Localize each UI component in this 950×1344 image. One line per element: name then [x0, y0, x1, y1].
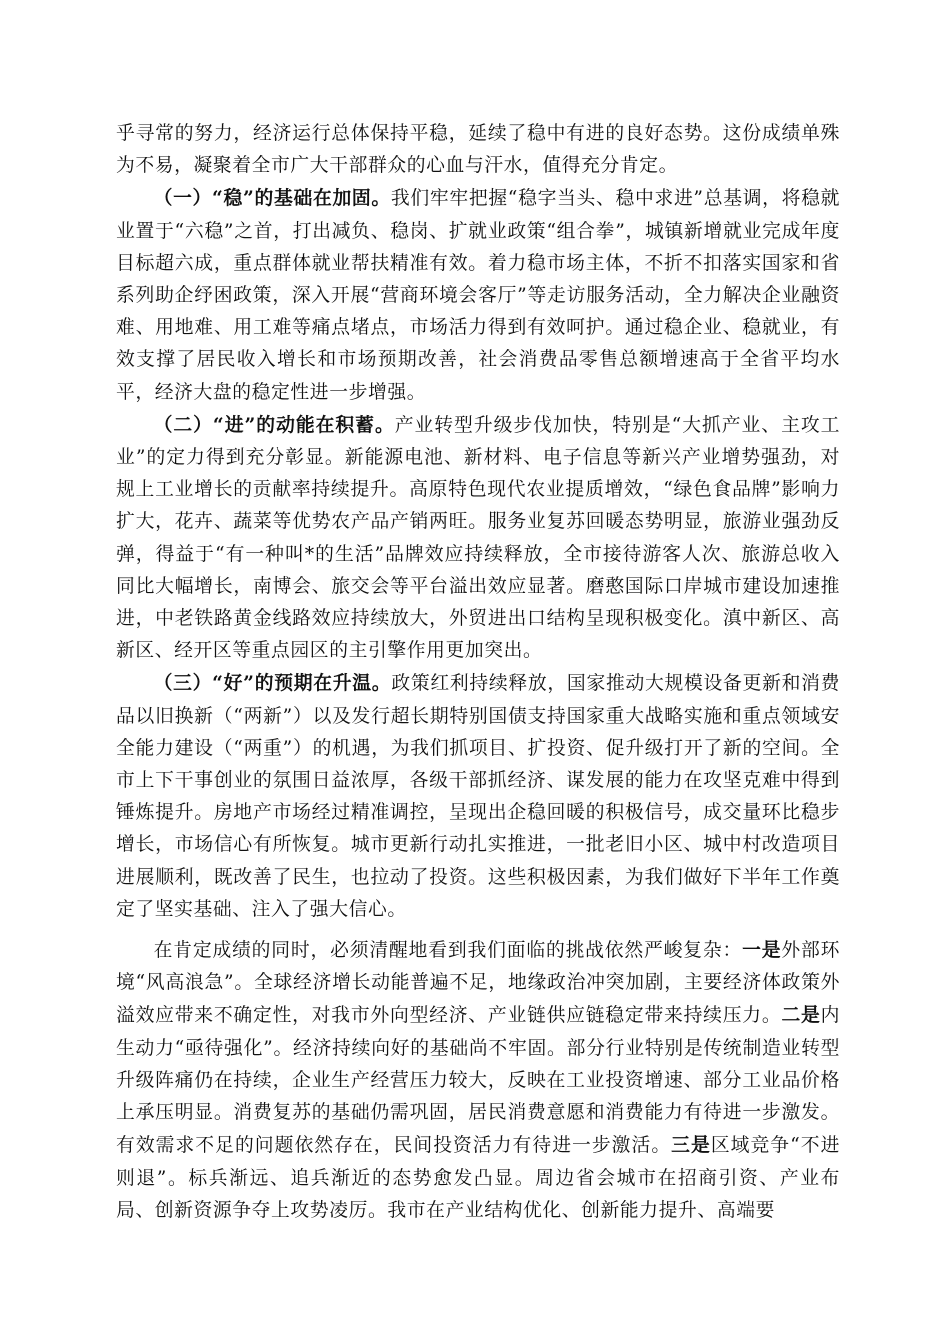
paragraph-text: 在肯定成绩的同时，必须清醒地看到我们面临的挑战依然严峻复杂： — [153, 940, 743, 962]
paragraph-text: 外部环境“风高浪急”。全球经济增长动能普遍不足，地缘政治冲突加剧，主要经济体政策外溢效应带来不确定性，对我市外向型经济、产业链供应链稳定带来持续压力。 — [116, 940, 841, 1027]
section-heading-stability: （一）“稳”的基础在加固。 — [153, 187, 391, 210]
challenge-label-three: 三是 — [671, 1134, 711, 1157]
paragraph-text: 内生动力“亟待强化”。经济持续向好的基础尚不牢固。部分行业特别是传统制造业转型升级阵痛仍在持续，企业生产经营压力较大，反映在工业投资增速、部分工业品价格上承压明显。消费复苏的基础仍需巩固，居民消费意愿和消费能力有待进一步激发。有效需求不足的问题依然存在，民间投资活力有待进一步激活。 — [116, 1005, 840, 1157]
paragraph-text: 我们牢牢把握“稳字当头、稳中求进”总基调，将稳就业置于“六稳”之首，打出减负、稳岗、扩就业政策“组合拳”，城镇新增就业完成年度目标超六成，重点群体就业帮扶精准有效。着力稳市场主体，不折不扣落实国家和省系列助企纾困政策，深入开展“营商环境会客厅”等走访服务活动，全力解决企业融资难、用地难、用工难等痛点堵点，市场活力得到有效呵护。通过稳企业、稳就业，有效支撑了居民收入增长和市场预期改善，社会消费品零售总额增速高于全省平均水平，经济大盘的稳定性进一步增强。 — [116, 188, 841, 403]
section-heading-progress: （二）“进”的动能在积蓄。 — [153, 413, 395, 436]
section-heading-expectation: （三）“好”的预期在升温。 — [153, 672, 392, 695]
document-body — [116, 118, 840, 1227]
paragraph-text: 乎寻常的努力，经济运行总体保持平稳，延续了稳中有进的良好态势。这份成绩单殊为不易，凝聚着全市广大干部群众的心血与汗水，值得充分肯定。 — [116, 123, 840, 177]
challenge-label-two: 二是 — [781, 1004, 821, 1027]
paragraph-section-three — [116, 667, 840, 926]
paragraph-section-one — [116, 182, 840, 408]
challenge-label-one: 一是 — [742, 939, 782, 962]
paragraph-intro-continuation — [116, 118, 840, 182]
paragraph-challenges — [116, 934, 840, 1227]
paragraph-section-two — [116, 409, 840, 668]
paragraph-text: 政策红利持续释放，国家推动大规模设备更新和消费品以旧换新（“两新”）以及发行超长期特别国债支持国家重大战略实施和重点领域安全能力建设（“两重”）的机遇，为我们抓项目、扩投资、促升级打开了新的空间。全市上下干事创业的氛围日益浓厚，各级干部抓经济、谋发展的能力在攻坚克难中得到锤炼提升。房地产市场经过精准调控，呈现出企稳回暖的积极信号，成交量环比稳步增长，市场信心有所恢复。城市更新行动扎实推进，一批老旧小区、城中村改造项目进展顺利，既改善了民生，也拉动了投资。这些积极因素，为我们做好下半年工作奠定了坚实基础、注入了强大信心。 — [116, 673, 840, 920]
paragraph-text: 区域竞争“不进则退”。标兵渐远、追兵渐近的态势愈发凸显。周边省会城市在招商引资、产业布局、创新资源争夺上攻势凌厉。我市在产业结构优化、创新能力提升、高端要 — [116, 1135, 840, 1221]
paragraph-text: 产业转型升级步伐加快，特别是“大抓产业、主攻工业”的定力得到充分彰显。新能源电池、新材料、电子信息等新兴产业增势强劲，对规上工业增长的贡献率持续提升。高原特色现代农业提质增效，“绿色食品牌”影响力扩大，花卉、蔬菜等优势农产品产销两旺。服务业复苏回暖态势明显，旅游业强劲反弹，得益于“有一种叫*的生活”品牌效应持续释放，全市接待游客人次、旅游总收入同比大幅增长，南博会、旅交会等平台溢出效应显著。磨憨国际口岸城市建设加速推进，中老铁路黄金线路效应持续放大，外贸进出口结构呈现积极变化。滇中新区、高新区、经开区等重点园区的主引擎作用更加突出。 — [116, 414, 841, 662]
